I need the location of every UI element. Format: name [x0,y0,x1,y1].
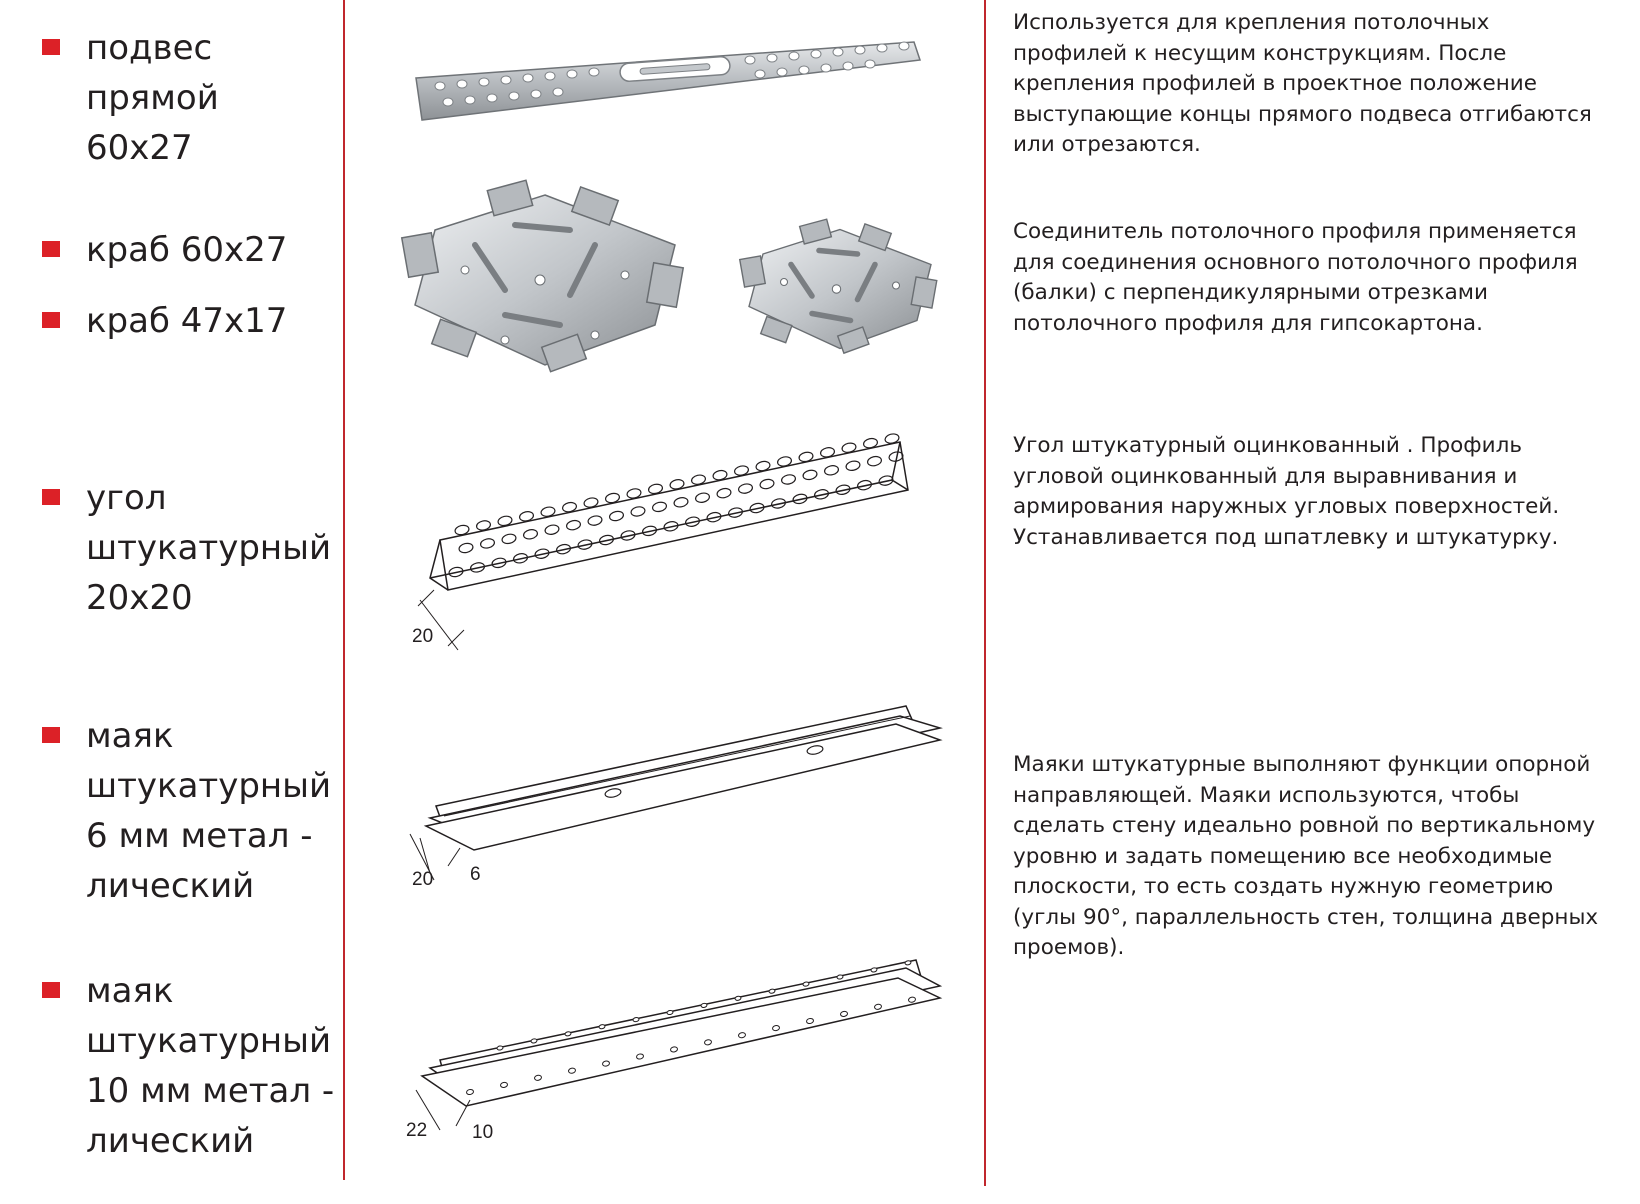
plaster-corner-icon [400,430,930,660]
description-straight-hanger: Используется для крепления потолочных профилей к несущим конструкциям. После крепления профилей в проектное положение выступающие концы прямого подвеса отгибаются или отрезаются. [1013,10,1592,157]
dimension-label: 6 [470,864,481,885]
dimension-label: 22 [406,1120,428,1141]
plaster-beacon-6mm-icon [400,698,945,898]
crab-connector-small-icon [735,208,945,363]
plaster-beacon-10mm-icon [400,950,945,1150]
description-plaster-corner: Угол штукатурный оцинкованный . Профиль угловой оцинкованный для выравнивания и армирования наружных угловых поверхностей. Устанавливается под шпатлевку и штукатурку. [1013,433,1560,550]
bullet-icon [42,241,60,257]
right-divider [984,0,986,1186]
product-title: маяк штукатурный 10 мм метал - лический [86,971,335,1161]
product-title: краб 47х17 [86,301,288,341]
product-title: краб 60х27 [86,230,288,270]
bullet-icon [42,489,60,505]
dimension-label: 10 [472,1122,494,1143]
bullet-icon [42,39,60,55]
dimension-label: 20 [412,869,434,890]
product-title: подвес прямой 60х27 [86,28,219,168]
bullet-icon [42,982,60,998]
bullet-icon [42,312,60,328]
straight-hanger-icon [410,28,930,128]
description-crab: Соединитель потолочного профиля применяется для соединения основного потолочного профиля (балки) с перпендикулярными отрезками потолочного профиля для гипсокартона. [1013,219,1578,336]
crab-connector-icon [395,175,695,375]
description-beacons: Маяки штукатурные выполняют функции опорной направляющей. Маяки используются, чтобы сделать стену идеально ровной по вертикальному уровню и задать помещению все необходимые плоскости, то есть создать нужную геометрию (углы 90°, параллельность стен, толщина дверных проемов). [1013,752,1599,960]
product-title: угол штукатурный 20х20 [86,478,332,618]
bullet-icon [42,727,60,743]
product-title: маяк штукатурный 6 мм метал - лический [86,716,332,906]
dimension-label: 20 [412,626,434,647]
